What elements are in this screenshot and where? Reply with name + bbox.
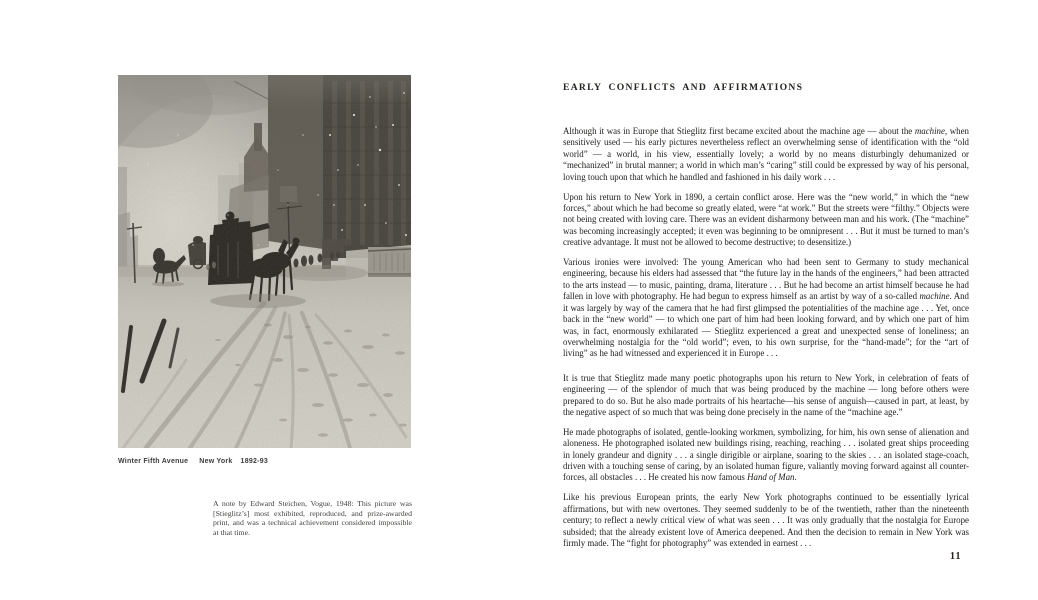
section-heading: EARLY CONFLICTS AND AFFIRMATIONS	[563, 82, 804, 93]
body-paragraph-1: Although it was in Europe that Stieglitz first became excited about the machine age — about the machine, when sensitively used — his early pictures nevertheless reflect an overwhelming sense of identification with the “old world” — a world, in his view, essentially lovely; a world by no means disturbingly dehumanized or “mechanized” in brutal manner; a world in which man’s “caring” still could be expressed by way of his personal, loving touch upon that which he handled and fashioned in his daily work . . .	[563, 126, 969, 182]
body-paragraph-6: Like his previous European prints, the early New York photographs continued to be essentially lyrical affirmations, but with new overtones. They seemed suddenly to be of the twentieth, rather than the nineteenth century; to reflect a newly critical view of what was seen . . . It was only gradually that the nostalgia for Europe subsided; that the already existent love of America deepened. And then the decision to remain in New York was firmly made. The “fight for photography” was extended in earnest . . .	[563, 492, 969, 548]
photograph-artwork	[118, 75, 411, 448]
photograph-winter-fifth-avenue	[118, 75, 411, 448]
body-paragraph-2: Upon his return to New York in 1890, a certain conflict arose. Here was the “new world,” in which the “new forces,” about which he had become so greatly elated, were “at work.” But the streets were “filthy.” Objects were not being created with loving care. There was an evident disharmony between man and his work. (The “machine” was becoming increasingly accepted; it even was beginning to be omnipresent . . . But it must be turned to man’s creative advantage. It must not be allowed to become destructive; to desensitize.)	[563, 191, 969, 248]
steichen-note: A note by Edward Steichen, Vogue, 1948: This picture was [Stieglitz’s] most exhibited, reproduced, and prize-awarded print, and was a technical achievement considered impossible at that time.	[213, 499, 412, 537]
photo-caption	[118, 458, 268, 468]
photo-caption-title: Winter Fifth Avenue	[118, 458, 189, 465]
page-number: 11	[950, 551, 962, 562]
photo-caption-date: 1892-93	[240, 458, 268, 465]
body-paragraph-4: It is true that Stieglitz made many poetic photographs upon his return to New York, in celebration of feats of engineering — of the splendor of much that was being produced by the machine — long before others were prepared to do so. But he also made portraits of his heartache—his sense of anguish—caused in part, at least, by the negative aspect of so much that was being done precisely in the name of the “machine age.”	[563, 372, 969, 417]
text-column	[563, 82, 969, 558]
body-paragraph-5: He made photographs of isolated, gentle-looking workmen, symbolizing, for him, his own sense of alienation and aloneness. He photographed isolated new buildings rising, reaching, reaching . . . isolated great ships proceeding in lonely grandeur and dignity . . . a single dirigible or airplane, soaring to the skies . . . an isolated stage-coach, driven with a touching sense of caring, by an isolated human figure, valiantly moving forward against all counter-forces, all obstacles . . . He created his now famous Hand of Man.	[563, 426, 969, 483]
photo-caption-location: New York	[199, 458, 233, 465]
body-paragraph-3: Various ironies were involved: The young American who had been sent to Germany to study mechanical engineering, because his elders had assessed that “the future lay in the hands of the engineers,” had been attracted to the arts instead — to music, painting, drama, literature . . . But he had become an artist himself because he had fallen in love with photography. He had begun to express himself as an artist by way of a so-called machine. And it was largely by way of the camera that he had first glimpsed the potentialities of the machine age . . . Yet, once back in the “new world” — to which one part of him had been looking forward, and by which one part of him was, in fact, enormously exhilarated — Stieglitz experienced a great and unexpected sense of loneliness; an overwhelming nostalgia for the “old world”; even, to his own surprise, for the “hand-made”; for the “art of living” as he had witnessed and experienced it in Europe . . .	[563, 257, 969, 359]
